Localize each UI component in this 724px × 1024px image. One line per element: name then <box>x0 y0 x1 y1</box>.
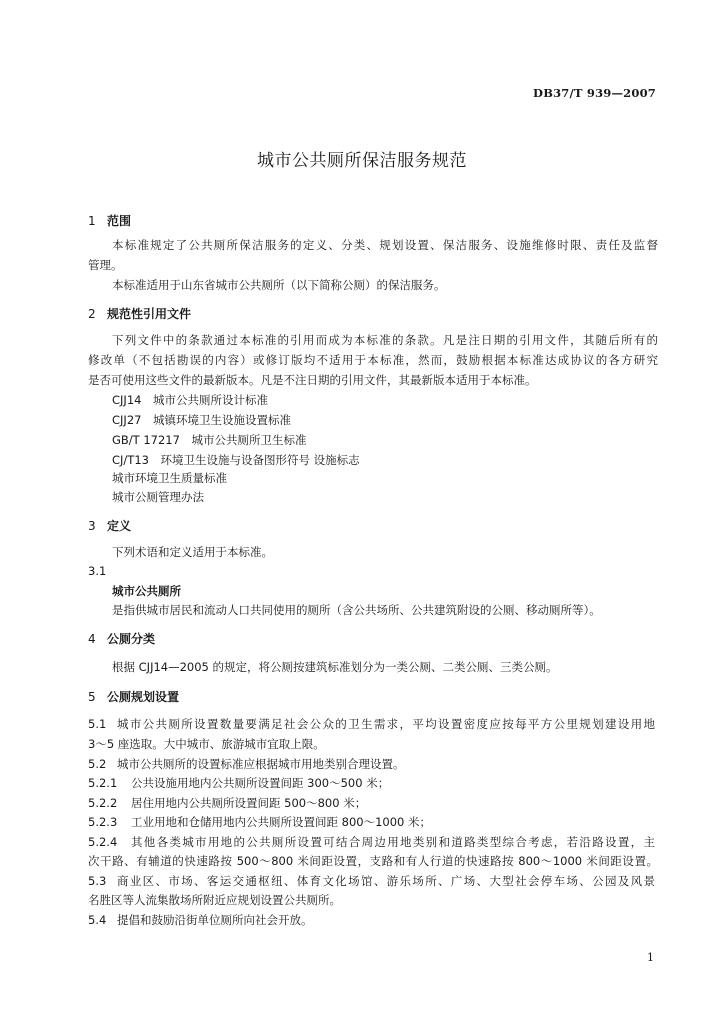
section-number: 3 <box>88 519 96 533</box>
section-2-heading <box>88 305 191 322</box>
paragraph-text: 本标准规定了公共厕所保洁服务的定义、分类、规划设置、保洁服务、设施维修时限、责任及监督 <box>112 238 658 252</box>
reference-item: GB/T 17217 城市公共厕所卫生标准 <box>112 433 307 447</box>
clause-5-2 <box>88 755 405 774</box>
reference-item: CJJ14 城市公共厕所设计标准 <box>112 393 268 407</box>
section-4-heading <box>88 630 155 647</box>
clause-number: 5.2.2 <box>88 796 118 810</box>
section-title: 公厕分类 <box>107 632 156 646</box>
reference-item: 城市环境卫生质量标准 <box>112 471 227 485</box>
clause-text: 居住用地内公共厕所设置间距 500～800 米； <box>131 796 367 810</box>
page-number: 1 <box>647 951 654 964</box>
clause-5-2-1 <box>88 774 389 793</box>
reference-item: 城市公厕管理办法 <box>112 490 204 504</box>
reference-item: CJ/T13 环境卫生设施与设备图形符号 设施标志 <box>112 453 360 467</box>
paragraph-line <box>88 852 658 871</box>
paragraph-line <box>112 331 658 350</box>
clause-number: 5.2.4 <box>88 835 118 849</box>
clause-5-2-2 <box>88 794 366 813</box>
paragraph-line <box>88 351 658 370</box>
clause-number: 5.1 <box>88 717 107 731</box>
section-number: 1 <box>88 214 96 228</box>
clause-number: 5.2.1 <box>88 776 118 790</box>
clause-text: 公共设施用地内公共厕所设置间距 300～500 米； <box>131 776 390 790</box>
definition: 是指供城市居民和流动人口共同使用的厕所（含公共场所、公共建筑附设的公厕、移动厕所等）。 <box>112 603 601 617</box>
reference-item: CJJ27 城镇环境卫生设施设置标准 <box>112 413 291 427</box>
clause-number: 3.1 <box>88 564 107 578</box>
section-title: 公厕规划设置 <box>107 690 180 704</box>
paragraph-text: 次干路、有辅道的快速路按 500～800 米间距设置，支路和有人行道的快速路按 800～1000 米间距设置。 <box>88 854 658 868</box>
section-title: 范围 <box>107 214 132 228</box>
paragraph-text: 修改单（不包括勘误的内容）或修订版均不适用于本标准，然而，鼓励根据本标准达成协议的各方研究 <box>88 353 658 367</box>
section-title: 规范性引用文件 <box>107 307 192 321</box>
paragraph-line <box>112 236 658 255</box>
clause-5-2-4 <box>88 833 655 852</box>
section-title: 定义 <box>107 519 132 533</box>
section-number: 5 <box>88 690 96 704</box>
paragraph-line: 3～5 座选取。大中城市、旅游城市宜取上限。 <box>88 737 325 751</box>
section-5-heading <box>88 688 179 705</box>
clause-5-1 <box>88 715 655 734</box>
paragraph-line: 名胜区等人流集散场所附近应规划设置公共厕所。 <box>88 893 341 907</box>
clause-number: 5.4 <box>88 913 107 927</box>
clause-number: 5.2.3 <box>88 815 118 829</box>
clause-text: 城市公共厕所的设置标准应根据城市用地类别合理设置。 <box>117 757 405 771</box>
clause-5-4 <box>88 911 313 930</box>
clause-5-2-3 <box>88 813 431 832</box>
term: 城市公共厕所 <box>112 584 181 598</box>
section-number: 4 <box>88 632 96 646</box>
clause-5-3 <box>88 872 655 891</box>
clause-text: 工业用地和仓储用地内公共厕所设置间距 800～1000 米； <box>131 815 432 829</box>
section-1-heading <box>88 212 131 229</box>
clause-number: 5.2 <box>88 757 107 771</box>
paragraph-line: 本标准适用于山东省城市公共厕所（以下简称公厕）的保洁服务。 <box>112 278 446 292</box>
clause-text: 商业区、市场、客运交通枢纽、体育文化场馆、游乐场所、广场、大型社会停车场、公园及风景 <box>117 874 655 888</box>
section-3-heading <box>88 517 131 534</box>
clause-text: 其他各类城市用地的公共厕所设置可结合周边用地类别和道路类型综合考虑，若沿路设置，主 <box>131 835 655 849</box>
paragraph-line: 下列术语和定义适用于本标准。 <box>112 545 273 559</box>
paragraph-line: 是否可使用这些文件的最新版本。凡是不注日期的引用文件，其最新版本适用于本标准。 <box>88 373 537 387</box>
paragraph-line: 根据 CJJ14—2005 的规定，将公厕按建筑标准划分为一类公厕、二类公厕、三类公厕。 <box>112 660 558 674</box>
paragraph-text: 下列文件中的条款通过本标准的引用而成为本标准的条款。凡是注日期的引用文件，其随后所有的 <box>112 333 658 347</box>
clause-number: 5.3 <box>88 874 107 888</box>
page-header-code: DB37/T 939—2007 <box>533 86 656 100</box>
clause-text: 提倡和鼓励沿街单位厕所向社会开放。 <box>117 913 313 927</box>
clause-text: 城市公共厕所设置数量要满足社会公众的卫生需求，平均设置密度应按每平方公里规划建设用地 <box>117 717 655 731</box>
paragraph-line: 管理。 <box>88 258 123 272</box>
page-title: 城市公共厕所保洁服务规范 <box>257 151 467 171</box>
section-number: 2 <box>88 307 96 321</box>
